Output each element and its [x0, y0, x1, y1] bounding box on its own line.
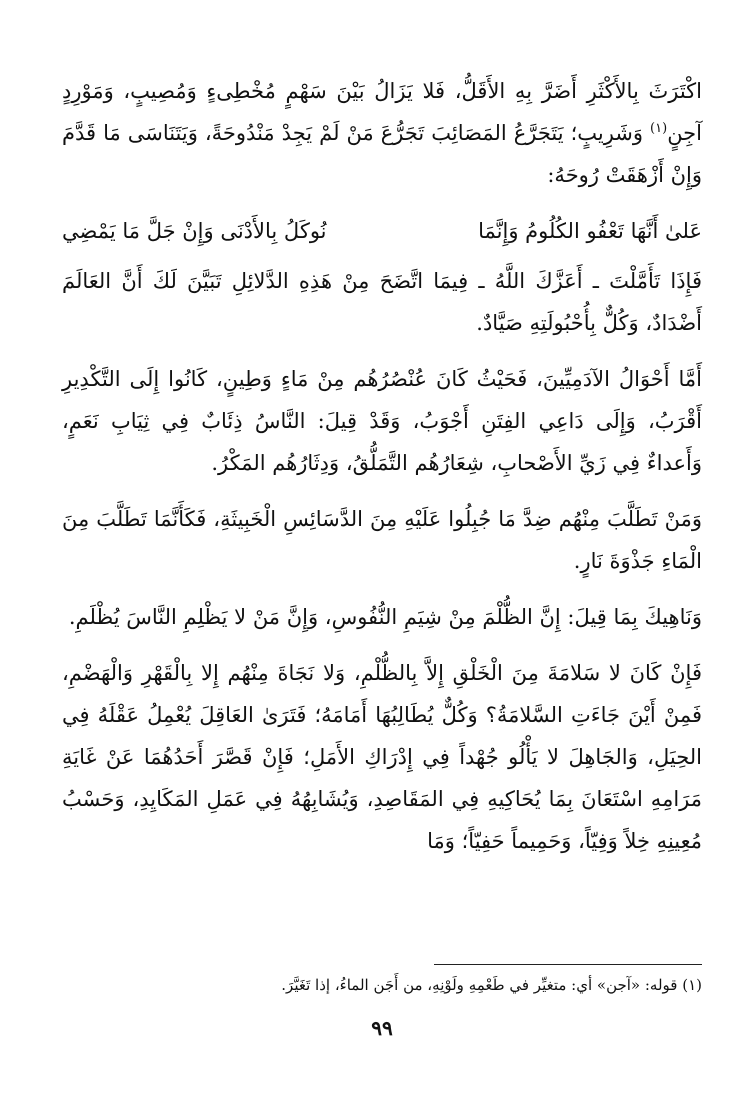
- paragraph-1-text-b: وَشَرِيبٍ؛ يَتَجَرَّعُ المَصَائِبَ تَجَرُّعَ مَنْ لَمْ يَجِدْ مَنْدُوحَةً، وَيَتَنَاسَى مَا قَدَّمَ وَإِنْ أَزْهَقَتْ رُوحَهُ:: [62, 121, 702, 187]
- paragraph-1-text-a: اكْتَرَثَ بِالأَكْثَرِ أَضَرَّ بِهِ الأَقَلُّ، فَلا يَزَالُ بَيْنَ سَهْمٍ مُخْطِىءٍ وَمُصِيبٍ، وَمَوْرِدٍ آجِنٍ: [62, 79, 702, 145]
- verse-second-hemistich: نُوكَلُ بِالأَدْنَى وَإِنْ جَلَّ مَا يَمْضِي: [62, 219, 327, 243]
- page-number: ٩٩: [371, 1016, 393, 1040]
- verse-first-hemistich: عَلىٰ أَنَّهَا تَعْفُو الكُلُومُ وَإِنَّمَا: [478, 219, 702, 243]
- footnote-divider: [434, 964, 702, 965]
- paragraph-2: فَإِذَا تَأَمَّلْتَ ـ أَعَزَّكَ اللَّهُ ـ فِيمَا اتَّضَحَ مِنْ هَذِهِ الدَّلائِلِ تَبَيَّنَ لَكَ أَنَّ العَالَمَ أَضْدَادٌ، وَكُلٌّ بِأُحْبُولَتِهِ صَيَّادٌ.: [62, 269, 702, 335]
- paragraph-1: [62, 70, 702, 196]
- paragraph-4: وَمَنْ تَطَلَّبَ مِنْهُم ضِدَّ مَا جُبِلُوا عَلَيْهِ مِنَ الدَّسَائِسِ الْخَبِيثَةِ، فَكَأَنَّمَا تَطَلَّبَ مِنَ الْمَاءِ جَذْوَةَ نَارٍ.: [62, 507, 702, 573]
- footnote-reference: (١): [650, 121, 668, 136]
- footnote: (١) قوله: «آجن» أي: متغيِّر في طَعْمِهِ ولَوْنِهِ، من أَجَن الماءُ، إذا تَغَيَّرَ.: [281, 976, 702, 994]
- paragraph-5: وَنَاهِيكَ بِمَا قِيلَ: إِنَّ الظُّلْمَ مِنْ شِيَمِ النُّفُوسِ، وَإِنَّ مَنْ لا يَظْلِمِ النَّاسَ يُظْلَمِ.: [68, 605, 702, 629]
- paragraph-6: فَإِنْ كَانَ لا سَلامَةَ مِنَ الْخَلْقِ إِلاَّ بِالظُّلْمِ، وَلا نَجَاةَ مِنْهُم إِلا بِالْقَهْرِ وَالْهَضْمِ، فَمِنْ أَيْنَ جَاءَتِ السَّلامَةُ؟ وَكُلٌّ يُطَالِبُهَا أَمَامَهُ؛ فَتَرَىٰ العَاقِلَ يُعْمِلُ عَقْلَهُ فِي الحِيَلِ، وَالجَاهِلَ لا يَأْلُو جُهْداً فِي إِدْرَاكِ الأَمَلِ؛ فَإِنْ قَصَّرَ أَحَدُهُمَا عَنْ غَايَةِ مَرَامِهِ اسْتَعَانَ بِمَا يُحَاكِيهِ فِي المَقَاصِدِ، وَيُشَابِهُهُ فِي عَمَلِ المَكَايِدِ، وَحَسْبُ مُعِينِهِ خِلاً وَفِيّاً، وَحَمِيماً حَفِيّاً؛ وَمَا: [62, 661, 702, 853]
- paragraph-3: أَمَّا أَحْوَالُ الآدَمِيِّينَ، فَحَيْثُ كَانَ عُنْصُرُهُم مِنْ مَاءٍ وَطِينٍ، كَانُوا إِلَى التَّكْدِيرِ أَقْرَبُ، وَإِلَى دَاعِي الفِتَنِ أَجْوَبُ، وَقَدْ قِيلَ: النَّاسُ ذِئَابٌ فِي ثِيَابِ نَعَمٍ، وَأَعداءٌ فِي زَيِّ الأَصْحابِ، شِعَارُهُم التَّمَلُّقُ، وَدِثَارُهُم المَكْرُ.: [62, 367, 702, 475]
- poetry-verse: [62, 210, 702, 252]
- page-body: [62, 70, 702, 1070]
